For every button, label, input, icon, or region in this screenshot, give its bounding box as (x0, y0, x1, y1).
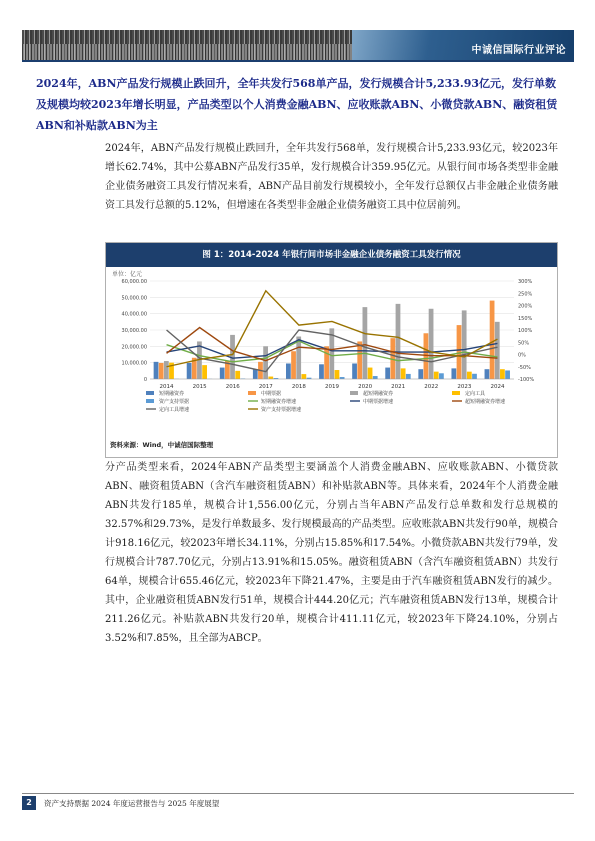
chart-legend-swatch (452, 391, 460, 395)
chart-legend-label: 定向工具增速 (159, 407, 190, 413)
chart-bar (164, 361, 169, 379)
chart-bar (301, 374, 306, 379)
chart-bar (418, 369, 423, 379)
chart-legend-label: 超短期融资券 (363, 391, 394, 397)
figure-title: 图 1：2014-2024 年银行间市场非金融企业债务融资工具发行情况 (106, 243, 557, 267)
chart-bar (187, 363, 192, 379)
chart-legend-swatch (350, 391, 358, 395)
chart-y-tick-label: 40,000.00 (121, 311, 147, 318)
header-divider (22, 60, 574, 62)
chart-x-tick-label: 2021 (391, 384, 406, 390)
chart-y2-tick-label: 200% (518, 303, 533, 310)
chart-bar (429, 309, 434, 379)
chart-bar (235, 371, 240, 379)
chart-bar (462, 310, 467, 379)
chart-bar (253, 369, 258, 379)
chart-bar (505, 370, 510, 379)
chart (106, 267, 557, 439)
chart-bar (495, 322, 500, 379)
chart-bar (500, 369, 505, 379)
chart-x-tick-label: 2015 (192, 384, 207, 390)
chart-bar (385, 368, 390, 379)
page-number: 2 (22, 796, 36, 810)
footer-title: 资产支持票据 2024 年度运营报告与 2025 年度展望 (44, 799, 220, 808)
chart-y-tick-label: 10,000.00 (121, 360, 147, 367)
chart-y-tick-label: 0 (143, 377, 147, 383)
chart-bar (467, 372, 472, 379)
chart-bar (324, 346, 329, 379)
chart-bar (490, 301, 495, 379)
chart-y2-tick-label: -100% (518, 377, 535, 383)
chart-bar (286, 363, 291, 379)
chart-x-tick-label: 2014 (159, 384, 174, 390)
chart-y2-tick-label: 0% (518, 352, 526, 359)
chart-x-tick-label: 2023 (457, 384, 472, 390)
chart-x-tick-label: 2024 (490, 384, 505, 390)
chart-bar (406, 374, 411, 379)
chart-bar (296, 337, 301, 379)
chart-bar (159, 363, 164, 379)
chart-bar (368, 368, 373, 379)
chart-y2-tick-label: 250% (518, 291, 533, 298)
chart-y2-tick-label: 100% (518, 328, 533, 334)
chart-bar (357, 341, 362, 379)
chart-bar (472, 374, 477, 379)
header-band (22, 30, 574, 60)
chart-legend-label: 中期票据增速 (363, 399, 394, 405)
chart-legend-label: 中期票据 (261, 391, 282, 397)
chart-bar (154, 362, 159, 379)
chart-y-tick-label: 30,000.00 (121, 328, 147, 334)
chart-bar (401, 368, 406, 379)
chart-y-tick-label: 50,000.00 (121, 295, 147, 302)
lead-summary: 2024年，ABN产品发行规模止跌回升，全年共发行568单产品，发行规模合计5,233.93亿元，发行单数及规模均较2023年增长明显，产品类型以个人消费金融ABN、应收账款ABN、小微贷款ABN、融资租赁ABN和补贴款ABN为主 (36, 77, 558, 132)
chart-bar (263, 346, 268, 379)
chart-bar (220, 368, 225, 379)
chart-legend-swatch (248, 391, 256, 395)
chart-y-tick-label: 20,000.00 (121, 344, 147, 351)
chart-legend-swatch (146, 391, 154, 395)
chart-x-tick-label: 2017 (258, 384, 273, 390)
chart-bar (396, 304, 401, 379)
chart-bar (202, 365, 207, 379)
footer-divider (22, 793, 574, 794)
chart-legend-swatch (146, 399, 154, 403)
chart-legend-label: 短期融资券 (159, 391, 185, 397)
chart-legend-label: 短期融资券增速 (261, 399, 297, 405)
chart-y2-tick-label: 300% (518, 279, 533, 285)
chart-bar (451, 368, 456, 379)
chart-unit-label: 单位：亿元 (112, 271, 143, 278)
chart-y2-tick-label: 50% (518, 340, 530, 347)
chart-bar (291, 351, 296, 379)
chart-bar (268, 377, 273, 379)
chart-bar (363, 307, 368, 379)
chart-bar (434, 372, 439, 379)
chart-x-tick-label: 2018 (291, 384, 306, 390)
chart-y2-tick-label: 150% (518, 315, 533, 322)
chart-legend-label: 定向工具 (465, 391, 486, 397)
chart-bar (352, 363, 357, 379)
figure-source: 资料来源：Wind，中诚信国际整理 (110, 441, 214, 449)
chart-bar (439, 373, 444, 379)
chart-y2-tick-label: -50% (518, 364, 531, 371)
chart-x-tick-label: 2020 (358, 384, 373, 390)
chart-x-tick-label: 2019 (325, 384, 339, 390)
chart-y-tick-label: 60,000.00 (121, 279, 147, 285)
figure-1 (105, 242, 558, 458)
chart-bar (373, 376, 378, 379)
chart-x-tick-label: 2022 (424, 384, 439, 390)
chart-bar (319, 364, 324, 379)
chart-bar (335, 370, 340, 379)
header-title: 中诚信国际行业评论 (471, 45, 566, 56)
chart-x-tick-label: 2016 (225, 384, 240, 390)
chart-legend-label: 资产支持票据增速 (261, 407, 302, 413)
body-paragraph-2: 分产品类型来看，2024年ABN产品类型主要涵盖个人消费金融ABN、应收账款ABN、小微贷款ABN、融资租赁ABN（含汽车融资租赁ABN）和补贴款ABN等。具体来看，2024年个人消费金融ABN共发行185单，规模合计1,556.00亿元，分别占当年ABN产品发行总单数和发行总规模的32.57%和29.73%，是发行单数最多、发行规模最高的产品类型。应收账款ABN共发行90单，规模合计918.16亿元，较2023年增长34.11%，分别占15.85%和17.54%。小微贷款ABN共发行79单，发行规模合计787.70亿元，分别占13.91%和15.05%。融资租赁ABN（含汽车融资租赁ABN）共发行64单，规模合计655.46亿元，较2023年下降21.47%，主要是由于汽车融资租赁ABN发行的减少。其中，企业融资租赁ABN发行51单，规模合计444.20亿元；汽车融资租赁ABN发行13单，规模合计211.26亿元。补贴款ABN共发行20单，规模合计411.11亿元，较2023年下降24.10%，分别占3.52%和7.85%，且全部为ABCP。 (105, 462, 558, 644)
body-paragraph-1: 2024年，ABN产品发行规模止跌回升，全年共发行568单，发行规模合计5,233.93亿元，较2023年增长62.74%，其中公募ABN产品发行35单，发行规模合计359.95亿元。从银行间市场各类型非金融企业债务融资工具发行情况来看，ABN产品目前发行规模较小，全年发行总额仅占非金融企业债务融资工具发行总额的5.12%，但增速在各类型非金融企业债务融资工具中位居前列。 (105, 143, 558, 211)
chart-legend-label: 资产支持票据 (159, 399, 190, 405)
chart-legend-label: 超短期融资券增速 (465, 399, 506, 405)
chart-bar (485, 369, 490, 379)
